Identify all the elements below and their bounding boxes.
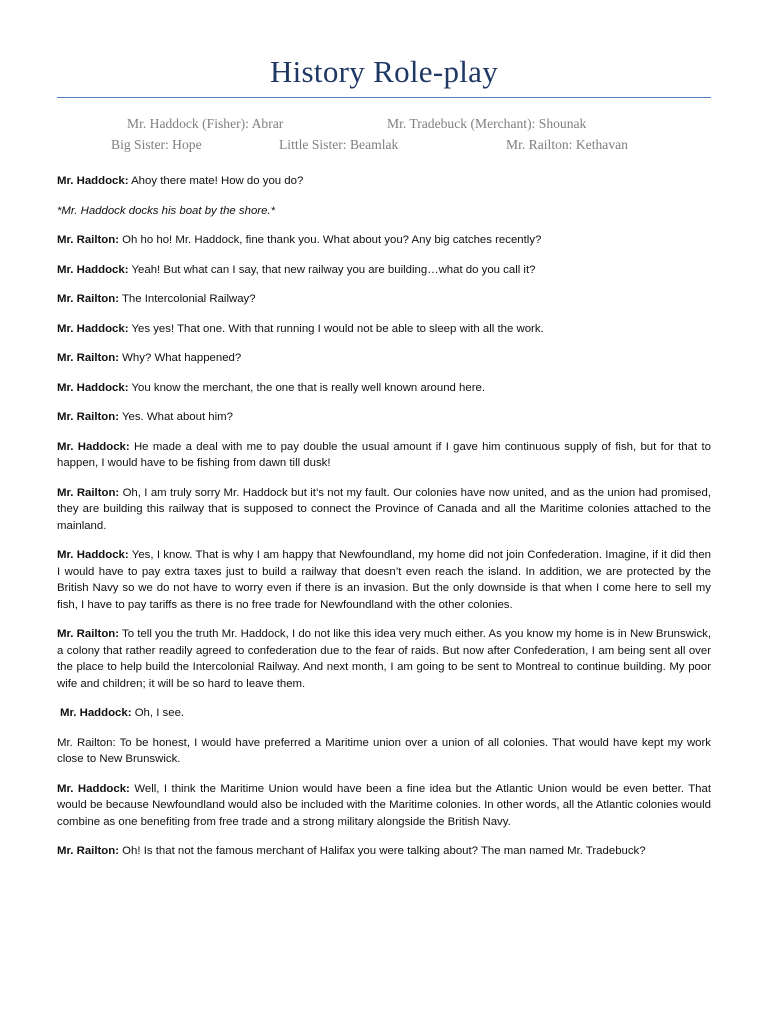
dialogue-text: Oh, I am truly sorry Mr. Haddock but it’s not my fault. Our colonies have now united, and as the union had promised, they are building this railway that is supposed to connect the Province of Canada and all the Maritime colonies attached to the mainland. bbox=[57, 486, 712, 532]
dialogue-line bbox=[57, 485, 711, 535]
dialogue-text: Yes yes! That one. With that running I would not be able to sleep with all the work. bbox=[128, 322, 544, 335]
dialogue-line bbox=[57, 626, 711, 692]
dialogue-text: To tell you the truth Mr. Haddock, I do not like this idea very much either. As you know my home is in New Brunswick, a colony that rather readily agreed to confederation due to the fear of raids. But now after Confederation, I am being sent all over the place to help build the Intercolonial Railway. And next month, I am going to be sent to Montreal to continue building. My poor wife and children; it will be so hard to leave them. bbox=[57, 628, 712, 690]
dialogue-line bbox=[57, 203, 711, 220]
dialogue-text: Yeah! But what can I say, that new railway you are building…what do you call it? bbox=[128, 263, 536, 276]
cast-entry: Big Sister: Hope bbox=[111, 137, 202, 152]
dialogue-text: You know the merchant, the one that is really well known around here. bbox=[128, 381, 486, 394]
dialogue-line bbox=[57, 781, 711, 831]
dialogue-text: Oh, I see. bbox=[131, 707, 185, 719]
dialogue-text: Oh! Is that not the famous merchant of Halifax you were talking about? The man named Mr. Tradebuck? bbox=[119, 845, 646, 857]
dialogue-line bbox=[57, 705, 711, 722]
speaker-name: Mr. Railton: bbox=[57, 486, 120, 499]
speaker-name: Mr. Railton: bbox=[57, 628, 120, 640]
cast-list bbox=[57, 114, 711, 156]
document-page bbox=[57, 0, 711, 873]
speaker-name: Mr. Railton: bbox=[57, 293, 120, 305]
speaker-name: Mr. Haddock: bbox=[57, 440, 130, 453]
speaker-name: Mr. Railton: bbox=[57, 845, 120, 857]
title-divider bbox=[57, 97, 711, 98]
dialogue-line bbox=[57, 547, 711, 613]
dialogue-line bbox=[57, 409, 711, 426]
speaker-name: Mr. Haddock: bbox=[57, 549, 129, 561]
speaker-name: Mr. Haddock: bbox=[57, 175, 129, 187]
speaker-name: Mr. Railton: bbox=[57, 352, 120, 364]
speaker-name: Mr. Haddock: bbox=[57, 782, 130, 795]
dialogue-text: Oh ho ho! Mr. Haddock, fine thank you. What about you? Any big catches recently? bbox=[119, 234, 542, 246]
stage-direction: *Mr. Haddock docks his boat by the shore.* bbox=[57, 204, 276, 217]
dialogue-line bbox=[57, 439, 711, 472]
speaker-name: Mr. Haddock: bbox=[57, 381, 129, 394]
dialogue-text: The Intercolonial Railway? bbox=[119, 293, 256, 305]
dialogue-line bbox=[57, 321, 711, 338]
cast-entry: Little Sister: Beamlak bbox=[279, 137, 399, 152]
speaker-name: Mr. Railton: bbox=[57, 411, 120, 423]
dialogue-text: Mr. Railton: To be honest, I would have preferred a Maritime union over a union of all colonies. That would have kept my work close to New Brunswick. bbox=[57, 736, 711, 765]
speaker-name: Mr. Haddock: bbox=[57, 263, 129, 276]
dialogue-line bbox=[57, 232, 711, 249]
cast-row bbox=[57, 114, 711, 135]
cast-entry: Mr. Railton: Kethavan bbox=[506, 137, 628, 152]
dialogue-line bbox=[57, 350, 711, 367]
dialogue-line bbox=[57, 262, 711, 279]
speaker-name: Mr. Railton: bbox=[57, 234, 120, 246]
document-title: History Role-play bbox=[269, 54, 499, 89]
dialogue-line bbox=[57, 291, 711, 308]
dialogue-line bbox=[57, 843, 711, 860]
cast-row bbox=[57, 135, 711, 156]
dialogue-line bbox=[57, 380, 711, 397]
dialogue-text: Well, I think the Maritime Union would have been a fine idea but the Atlantic Union would be even better. That would be because Newfoundland would also be included with the Maritime colonies. In other words, all the Atlantic colonies would combine as one benefiting from free trade and a strong military alongside the British Navy. bbox=[57, 782, 712, 828]
dialogue-text: Why? What happened? bbox=[119, 352, 242, 364]
dialogue-text: Yes. What about him? bbox=[119, 411, 233, 423]
dialogue-text: Ahoy there mate! How do you do? bbox=[128, 175, 304, 187]
cast-entry: Mr. Tradebuck (Merchant): Shounak bbox=[387, 116, 587, 131]
dialogue-text: He made a deal with me to pay double the usual amount if I gave him continuous supply of fish, but for that to happen, I would have to be fishing from dawn till dusk! bbox=[57, 440, 711, 469]
dialogue-line bbox=[57, 735, 711, 768]
speaker-name: Mr. Haddock: bbox=[60, 707, 132, 719]
dialogue-text: Yes, I know. That is why I am happy that Newfoundland, my home did not join Confederation. Imagine, if it did then I would have to pay extra taxes just to build a railway that doesn’t even reach the island. In addition, we are protected by the British Navy so we do not have to worry even if there is an invasion. But the only downside is that when I come here to sell my fish, I have to pay tariffs as there is no free trade for Newfoundland with the other colonies. bbox=[57, 549, 711, 611]
dialogue-body bbox=[57, 173, 711, 860]
cast-entry: Mr. Haddock (Fisher): Abrar bbox=[127, 116, 284, 131]
dialogue-line bbox=[57, 173, 711, 190]
speaker-name: Mr. Haddock: bbox=[57, 322, 129, 335]
